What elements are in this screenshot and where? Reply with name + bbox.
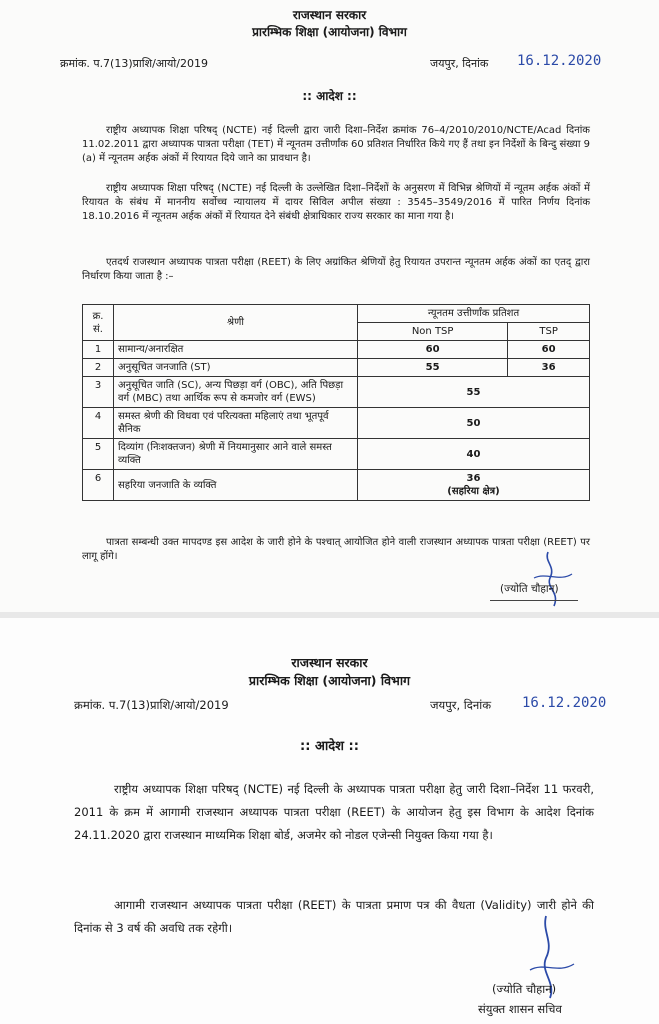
handwritten-date: 16.12.2020: [522, 695, 607, 711]
row-category: अनुसूचित जनजाति (ST): [114, 359, 358, 377]
place-date-label: जयपुर, दिनांक: [430, 57, 489, 70]
row-tsp: 60: [508, 341, 590, 359]
row-serial: 3: [83, 377, 114, 408]
signature-underline: [490, 600, 578, 601]
signatory-designation: संयुक्त शासन सचिव: [478, 1002, 562, 1016]
order-title: :: आदेश ::: [302, 89, 357, 103]
row-value: 50: [358, 408, 590, 439]
row-serial: 5: [83, 439, 114, 470]
header-non-tsp: Non TSP: [358, 323, 508, 341]
place-date-label: जयपुर, दिनांक: [430, 698, 492, 712]
table-row: [83, 341, 590, 359]
table-row: [83, 439, 590, 470]
dept-heading: प्रारम्भिक शिक्षा (आयोजना) विभाग: [252, 25, 407, 39]
row-value: 40: [358, 439, 590, 470]
row-category: सहरिया जनजाति के व्यक्ति: [114, 470, 358, 501]
table-header-row: [83, 305, 590, 323]
row-value: 36: [466, 473, 481, 484]
row-tsp: 36: [508, 359, 590, 377]
row-non-tsp: 55: [358, 359, 508, 377]
order-page-2: [0, 618, 659, 1024]
header-serial: क्र. सं.: [83, 305, 114, 341]
row-serial: 2: [83, 359, 114, 377]
dept-heading: प्रारम्भिक शिक्षा (आयोजना) विभाग: [248, 673, 411, 688]
header-tsp: TSP: [508, 323, 590, 341]
row-value: 55: [358, 377, 590, 408]
row-category: सामान्य/अनारक्षित: [114, 341, 358, 359]
qualifying-marks-table: [82, 304, 590, 501]
row-non-tsp: 60: [358, 341, 508, 359]
reference-number: क्रमांक. प.7(13)प्राशि/आयो/2019: [60, 57, 208, 70]
govt-heading: राजस्थान सरकार: [292, 8, 367, 22]
paragraph-2: राष्ट्रीय अध्यापक शिक्षा परिषद् (NCTE) नई दिल्ली के उल्लेखित दिशा–निर्देशों के अनुसरण में विभिन्न श्रेणियों में न्यूतम अर्हक अंकों में रियायत के संबंध में माननीय सर्वोच्च न्यायालय में दायर सिविल अपील संख्या : 3545–3549/2016 में पारित निर्णय दिनांक 18.10.2016 में न्यूनतम अर्हक अंकों में रियायत देने संबंधी क्षेत्राधिकार राज्य सरकार का माना गया है।: [82, 183, 590, 222]
reference-number: क्रमांक. प.7(13)प्राशि/आयो/2019: [74, 698, 229, 712]
paragraph-1: राष्ट्रीय अध्यापक शिक्षा परिषद् (NCTE) नई दिल्ली द्वारा जारी दिशा–निर्देश क्रमांक 76–4/2010/2010/NCTE/Acad दिनांक 11.02.2011 द्वारा अध्यापक पात्रता परीक्षा (TET) में न्यूनतम उत्तीर्णांक 60 प्रतिशत निर्धारित किये गए हैं तथा इन निर्देशों के बिन्दु संख्या 9 (a) में न्यूनतम अर्हक अंकों में रियायत दिये जाने का प्रावधान है।: [82, 125, 590, 164]
handwritten-date: 16.12.2020: [517, 53, 602, 69]
paragraph-2: आगामी राजस्थान अध्यापक पात्रता परीक्षा (REET) के पात्रता प्रमाण पत्र की वैधता (Validity) जारी होने की दिनांक से 3 वर्ष की अवधि तक रहेगी।: [74, 898, 594, 935]
header-min-percent: न्यूनतम उत्तीर्णांक प्रतिशत: [358, 305, 590, 323]
row-serial: 4: [83, 408, 114, 439]
signatory-name: (ज्योति चौहान): [492, 982, 557, 996]
signatory-name: (ज्योति चौहान): [500, 583, 559, 595]
row-category: अनुसूचित जाति (SC), अन्य पिछड़ा वर्ग (OBC), अति पिछड़ा वर्ग (MBC) तथा आर्थिक रूप से कमजोर वर्ग (EWS): [114, 377, 358, 408]
table-row: [83, 359, 590, 377]
header-category: श्रेणी: [114, 305, 358, 341]
row-serial: 6: [83, 470, 114, 501]
row-serial: 1: [83, 341, 114, 359]
row-note: (सहरिया क्षेत्र): [447, 486, 500, 497]
row-category: समस्त श्रेणी की विधवा एवं परित्यक्ता महिलाएं तथा भूतपूर्व सैनिक: [114, 408, 358, 439]
table-row: [83, 470, 590, 501]
row-category: दिव्यांग (निःशक्तजन) श्रेणी में नियमानुसार आने वाले समस्त व्यक्ति: [114, 439, 358, 470]
order-title: :: आदेश ::: [300, 739, 359, 754]
paragraph-3: एतदर्थ राजस्थान अध्यापक पात्रता परीक्षा (REET) के लिए अग्रांकित श्रेणियों हेतु रियायत उपरान्त न्यूनतम अर्हक अंकों का एतद् द्वारा निर्धारण किया जाता है :–: [82, 257, 590, 282]
table-row: [83, 377, 590, 408]
govt-heading: राजस्थान सरकार: [291, 655, 368, 670]
paragraph-1: राष्ट्रीय अध्यापक शिक्षा परिषद् (NCTE) नई दिल्ली के अध्यापक पात्रता परीक्षा हेतु जारी दिशा–निर्देश 11 फरवरी, 2011 के क्रम में आगामी राजस्थान अध्यापक पात्रता परीक्षा (REET) के आयोजन हेतु इस विभाग के आदेश दिनांक 24.11.2020 द्वारा राजस्थान माध्यमिक शिक्षा बोर्ड, अजमेर को नोडल एजेन्सी नियुक्त किया गया है।: [74, 782, 594, 842]
closing-paragraph: पात्रता सम्बन्धी उक्त मापदण्ड इस आदेश के जारी होने के पश्चात् आयोजित होने वाली राजस्थान अध्यापक पात्रता परीक्षा (REET) पर लागू होंगे।: [82, 537, 590, 562]
table-row: [83, 408, 590, 439]
row-value-cell: [358, 470, 590, 501]
